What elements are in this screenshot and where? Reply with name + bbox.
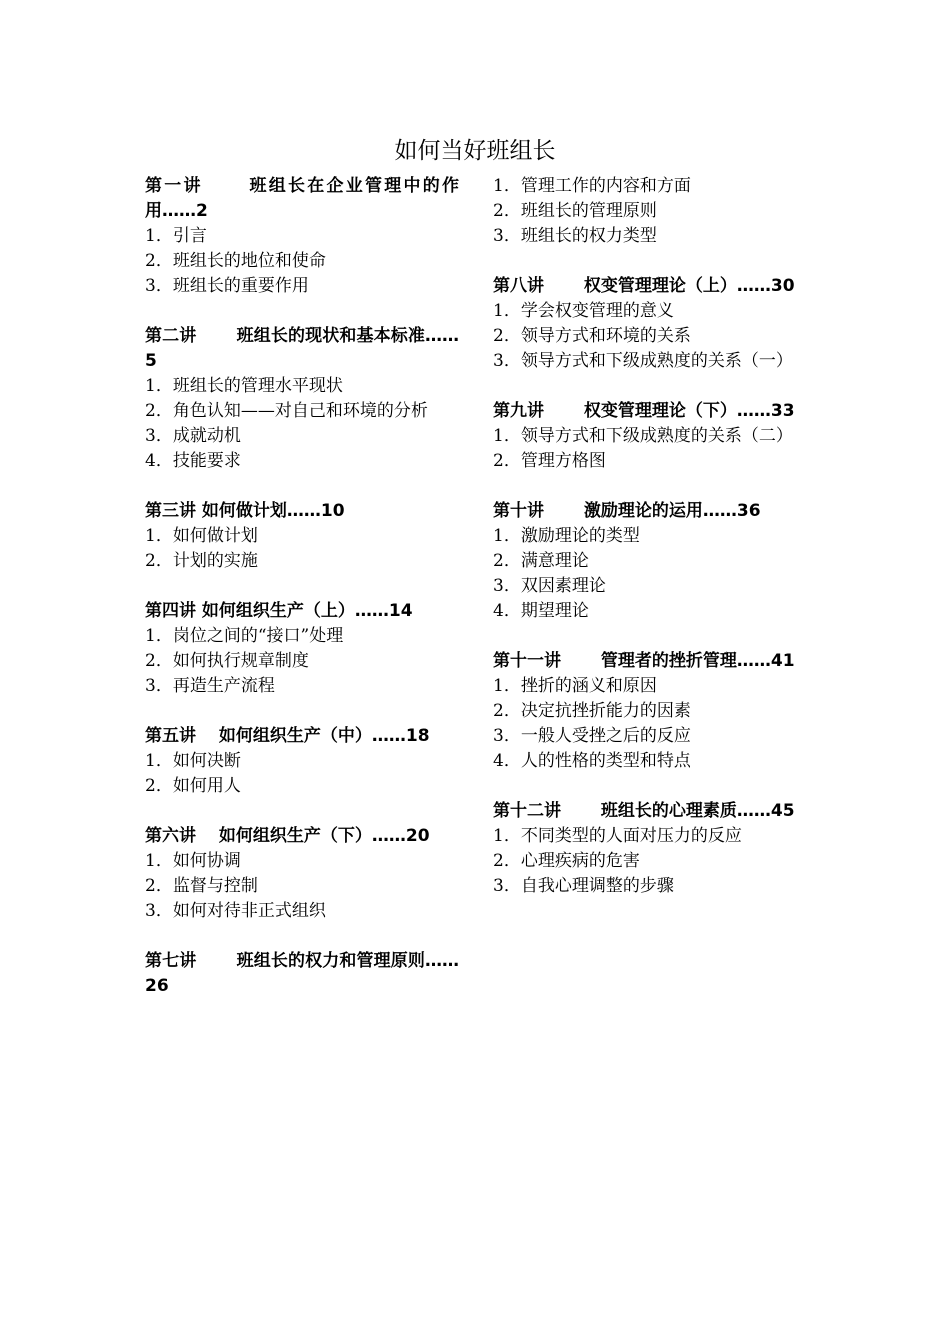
right-column <box>493 174 807 899</box>
topic-item: 1．管理工作的内容和方面 <box>493 176 691 196</box>
topic-item: 2．监督与控制 <box>145 876 258 896</box>
topic-item: 3．成就动机 <box>145 426 241 446</box>
topic-item: 1．不同类型的人面对压力的反应 <box>493 826 742 846</box>
topic-item: 2．班组长的管理原则 <box>493 201 657 221</box>
lecture-heading: 第二讲 班组长的现状和基本标准……5 <box>145 326 459 371</box>
lecture-section <box>145 599 459 699</box>
topic-item: 2．管理方格图 <box>493 451 606 471</box>
topic-item: 3．自我心理调整的步骤 <box>493 876 674 896</box>
lecture-section <box>145 499 459 574</box>
topic-item: 1．引言 <box>145 226 207 246</box>
lecture-section <box>145 324 459 474</box>
topic-item: 3．双因素理论 <box>493 576 606 596</box>
lecture-heading: 第五讲 如何组织生产（中）……18 <box>145 726 430 746</box>
topic-item: 1．激励理论的类型 <box>493 526 640 546</box>
topic-item: 1．如何决断 <box>145 751 241 771</box>
topic-item: 2．角色认知——对自己和环境的分析 <box>145 401 428 421</box>
topic-item: 4．期望理论 <box>493 601 589 621</box>
topic-item: 1．班组长的管理水平现状 <box>145 376 343 396</box>
lecture-heading: 第一讲 班组长在企业管理中的作用……2 <box>145 176 459 221</box>
topic-item: 1．岗位之间的“接口”处理 <box>145 626 344 646</box>
topic-item: 3．班组长的权力类型 <box>493 226 657 246</box>
topic-item: 1．领导方式和下级成熟度的关系（二） <box>493 426 793 446</box>
document-title: 如何当好班组长 <box>394 138 556 164</box>
topic-item: 4．人的性格的类型和特点 <box>493 751 691 771</box>
lecture-heading: 第十一讲 管理者的挫折管理……41 <box>493 651 795 671</box>
lecture-section-continued <box>493 174 807 249</box>
lecture-section <box>493 399 807 474</box>
lecture-section <box>493 799 807 899</box>
lecture-heading: 第十二讲 班组长的心理素质……45 <box>493 801 795 821</box>
topic-item: 3．再造生产流程 <box>145 676 275 696</box>
topic-item: 1．学会权变管理的意义 <box>493 301 674 321</box>
lecture-section <box>145 949 459 999</box>
lecture-section <box>493 649 807 774</box>
topic-item: 2．心理疾病的危害 <box>493 851 640 871</box>
topic-item: 2．如何执行规章制度 <box>145 651 309 671</box>
topic-item: 3．领导方式和下级成熟度的关系（一） <box>493 351 793 371</box>
lecture-section <box>145 174 459 299</box>
topic-item: 2．决定抗挫折能力的因素 <box>493 701 691 721</box>
lecture-heading: 第三讲 如何做计划……10 <box>145 501 345 521</box>
lecture-section <box>145 824 459 924</box>
lecture-section <box>145 724 459 799</box>
lecture-heading: 第六讲 如何组织生产（下）……20 <box>145 826 430 846</box>
topic-item: 2．如何用人 <box>145 776 241 796</box>
lecture-heading: 第四讲 如何组织生产（上）……14 <box>145 601 413 621</box>
lecture-heading: 第七讲 班组长的权力和管理原则……26 <box>145 951 459 996</box>
topic-item: 2．计划的实施 <box>145 551 258 571</box>
topic-item: 3．一般人受挫之后的反应 <box>493 726 691 746</box>
topic-item: 2．满意理论 <box>493 551 589 571</box>
topic-item: 4．技能要求 <box>145 451 241 471</box>
topic-item: 2．班组长的地位和使命 <box>145 251 326 271</box>
lecture-section <box>493 274 807 374</box>
lecture-heading: 第十讲 激励理论的运用……36 <box>493 501 761 521</box>
topic-item: 3．如何对待非正式组织 <box>145 901 326 921</box>
topic-item: 1．如何做计划 <box>145 526 258 546</box>
topic-item: 2．领导方式和环境的关系 <box>493 326 691 346</box>
lecture-section <box>493 499 807 624</box>
topic-item: 1．如何协调 <box>145 851 241 871</box>
topic-item: 3．班组长的重要作用 <box>145 276 309 296</box>
topic-item: 1．挫折的涵义和原因 <box>493 676 657 696</box>
lecture-heading: 第九讲 权变管理理论（下）……33 <box>493 401 795 421</box>
lecture-heading: 第八讲 权变管理理论（上）……30 <box>493 276 795 296</box>
left-column <box>145 174 459 999</box>
